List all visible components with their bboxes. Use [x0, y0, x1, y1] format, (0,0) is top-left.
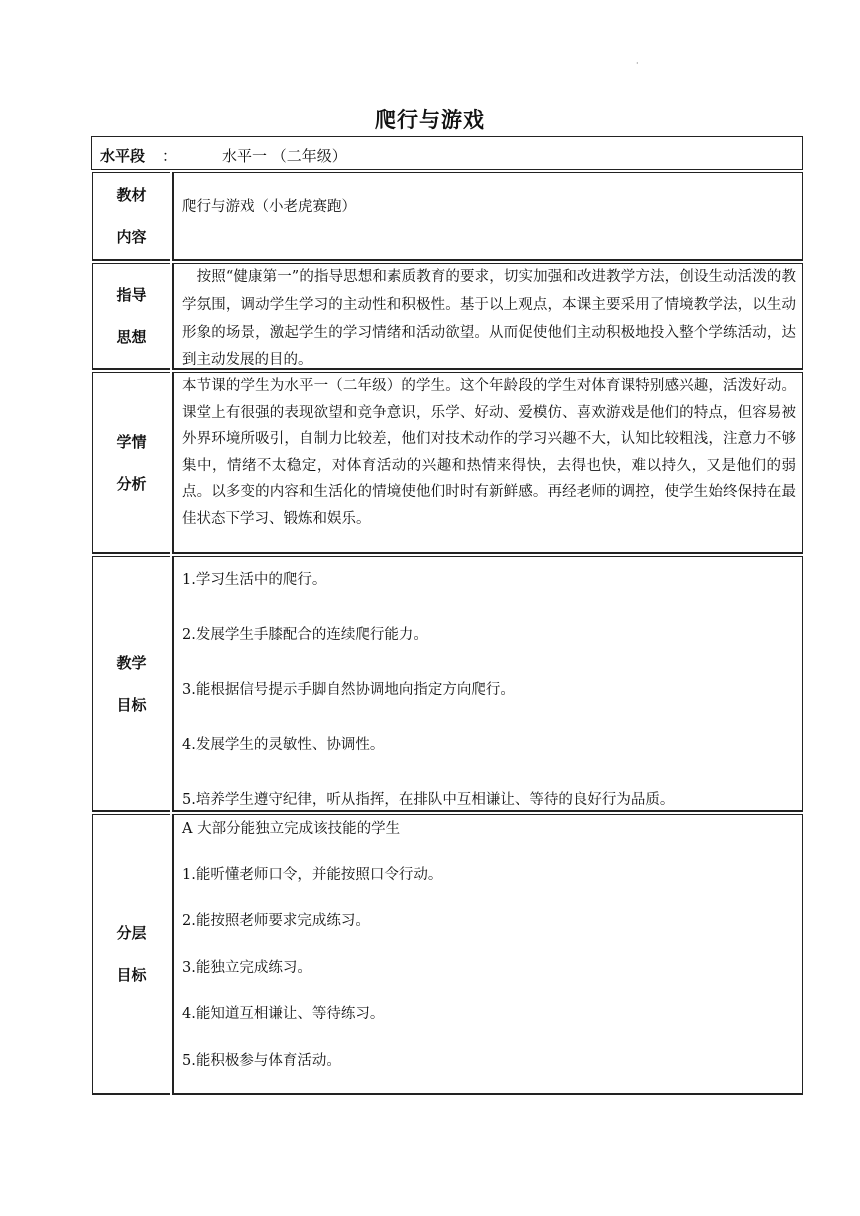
row-head-tiered — [92, 814, 170, 1095]
tier-item: 2.能按照老师要求完成练习。 — [182, 913, 370, 929]
guide-text: 按照“健康第一”的指导思想和素质教育的要求，切实加强和改进教学方法，创设生动活泼的教学氛围，调动学生学习的主动性和积极性。基于以上观点，本课主要采用了情境教学法，以生动形象的场景，激起学生的学习情绪和活动欲望。从而促使他们主动积极地投入整个学练活动，达到主动发展的目的。 — [182, 269, 796, 369]
row-body-objectives — [172, 556, 803, 812]
row-head-line: 目标 — [116, 695, 147, 714]
row-head-analysis — [92, 372, 170, 554]
objective-item: 2.发展学生手膝配合的连续爬行能力。 — [182, 627, 428, 643]
row-head-line: 教学 — [116, 653, 147, 672]
row-head-line: 思想 — [116, 328, 147, 346]
page-mark: · — [636, 59, 639, 68]
row-head-line: 分层 — [116, 924, 147, 942]
objective-item: 1.学习生活中的爬行。 — [182, 572, 327, 588]
page-title: 爬行与游戏 — [375, 108, 485, 132]
level-row — [91, 136, 803, 170]
tier-group-label: A 大部分能独立完成该技能的学生 — [182, 821, 401, 837]
row-head-objectives — [92, 556, 170, 812]
objective-item: 4.发展学生的灵敏性、协调性。 — [182, 737, 385, 753]
row-head-material — [92, 172, 170, 261]
row-head-line: 学情 — [116, 432, 147, 451]
material-text: 爬行与游戏（小老虎赛跑） — [182, 199, 356, 215]
objective-item: 3.能根据信号提示手脚自然协调地向指定方向爬行。 — [182, 682, 515, 698]
row-head-line: 教材 — [116, 186, 147, 204]
objective-item: 5.培养学生遵守纪律，听从指挥，在排队中互相谦让、等待的良好行为品质。 — [182, 792, 675, 808]
level-colon: ： — [162, 147, 178, 165]
row-body-material — [172, 172, 803, 261]
level-value: 水平一 （二年级） — [222, 147, 347, 165]
tier-item: 3.能独立完成练习。 — [182, 960, 312, 976]
row-body-guide — [172, 263, 803, 370]
row-body-tiered — [172, 814, 803, 1095]
row-head-line: 内容 — [116, 228, 147, 246]
row-body-analysis — [172, 372, 803, 554]
row-head-guide — [92, 263, 170, 370]
tier-item: 4.能知道互相谦让、等待练习。 — [182, 1006, 385, 1022]
tier-item: 5.能积极参与体育活动。 — [182, 1053, 341, 1069]
row-head-line: 指导 — [116, 286, 147, 304]
row-head-line: 分析 — [116, 474, 147, 493]
level-label: 水平段 — [100, 147, 146, 165]
analysis-text: 本节课的学生为水平一（二年级）的学生。这个年龄段的学生对体育课特别感兴趣，活泼好动。课堂上有很强的表现欲望和竞争意识，乐学、好动、爱模仿、喜欢游戏是他们的特点，但容易被外界环境所吸引，自制力比较差，他们对技术动作的学习兴趣不大，认知比较粗浅，注意力不够集中，情绪不太稳定，对体育活动的兴趣和热情来得快，去得也快，难以持久，又是他们的弱点。以多变的内容和生活化的情境使他们时时有新鲜感。再经老师的调控，使学生始终保持在最佳状态下学习、锻炼和娱乐。 — [182, 378, 796, 527]
tier-item: 1.能听懂老师口令，并能按照口令行动。 — [182, 867, 443, 883]
row-head-line: 目标 — [116, 966, 147, 984]
